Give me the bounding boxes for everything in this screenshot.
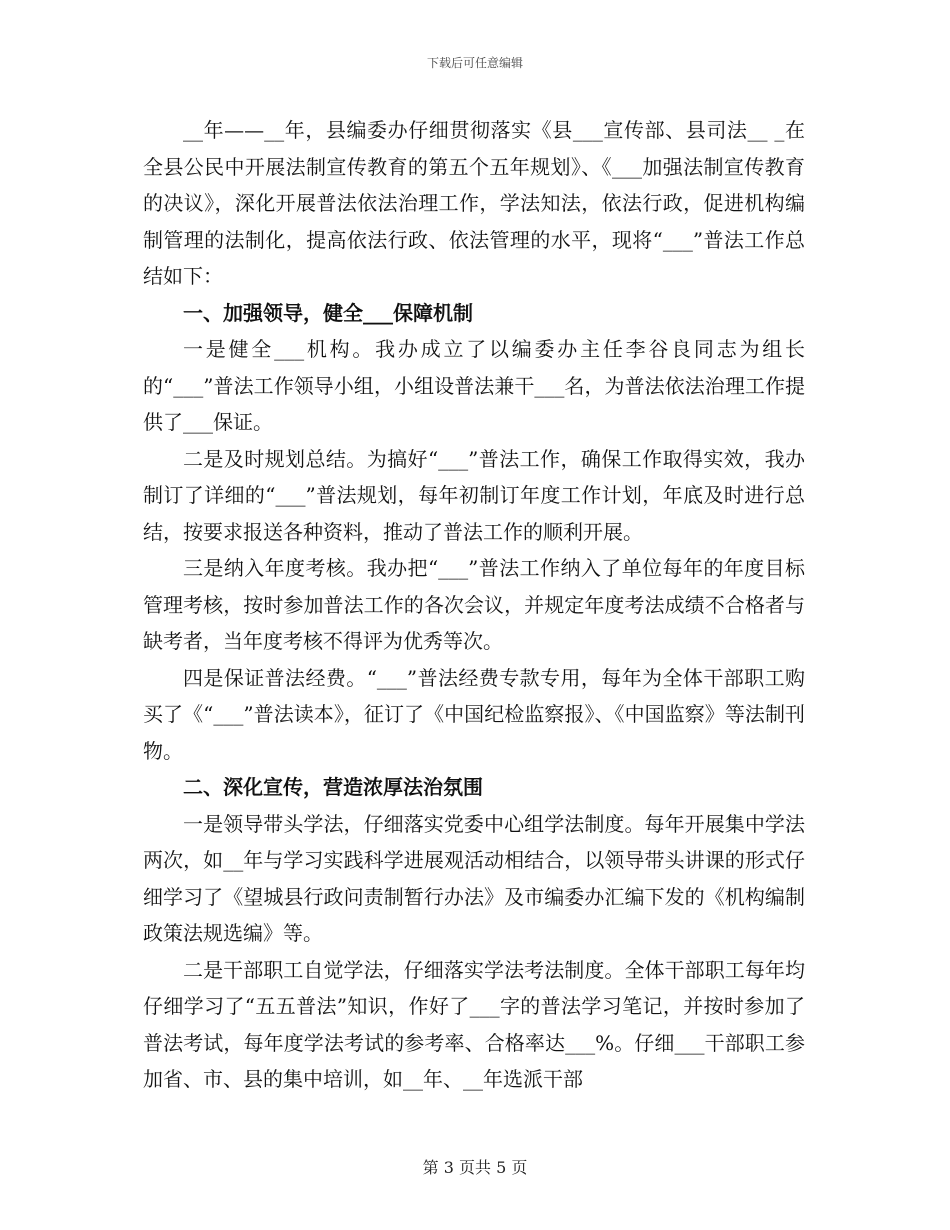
section1-paragraph-4: 四是保证普法经费。“___”普法经费专款专用，每年为全体干部职工购买了《“___”普法读本》，征订了《中国纪检监察报》、《中国监察》等法制刊物。 — [143, 665, 805, 763]
page-number: 第 3 页共 5 页 — [422, 1158, 528, 1177]
section-heading-2: 二、深化宣传，营造浓厚法治氛围 — [183, 775, 483, 799]
intro-paragraph: __年——__年，县编委办仔细贯彻落实《县___宣传部、县司法__ _在全县公民中开展法制宣传教育的第五个五年规划》、《___加强法制宣传教育的决议》，深化开展普法依法治理工作，学法知法，依法行政，促进机构编制管理的法制化，提高依法行政、依法管理的水平，现将“___”普法工作总结如下： — [143, 118, 805, 288]
document-body — [143, 112, 805, 1098]
section2-paragraph-1: 一是领导带头学法，仔细落实党委中心组学法制度。每年开展集中学法两次，如__年与学习实践科学进展观活动相结合，以领导带头讲课的形式仔细学习了《望城县行政问责制暂行办法》及市编委办汇编下发的《机构编制政策法规选编》等。 — [143, 811, 805, 945]
section1-paragraph-3: 三是纳入年度考核。我办把“___”普法工作纳入了单位每年的年度目标管理考核，按时参加普法工作的各次会议，并规定年度考法成绩不合格者与缺考者，当年度考核不得评为优秀等次。 — [143, 556, 805, 653]
header-note: 下载后可任意编辑 — [426, 56, 523, 70]
section-heading-1: 一、加强领导，健全___保障机制 — [183, 300, 473, 325]
section1-paragraph-1: 一是健全___机构。我办成立了以编委办主任李谷良同志为组长的“___”普法工作领导小组，小组设普法兼干___名，为普法依法治理工作提供了___保证。 — [143, 337, 805, 434]
section2-paragraph-2: 二是干部职工自觉学法，仔细落实学法考法制度。全体干部职工每年均仔细学习了“五五普法”知识，作好了___字的普法学习笔记，并按时参加了普法考试，每年度学法考试的参考率、合格率达___%。仔细___干部职工参加省、市、县的集中培训，如__年、__年选派干部 — [143, 957, 805, 1091]
section1-paragraph-2: 二是及时规划总结。为搞好“___”普法工作，确保工作取得实效，我办制订了详细的“___”普法规划，每年初制订年度工作计划，年底及时进行总结，按要求报送各种资料，推动了普法工作的顺利开展。 — [143, 446, 805, 544]
